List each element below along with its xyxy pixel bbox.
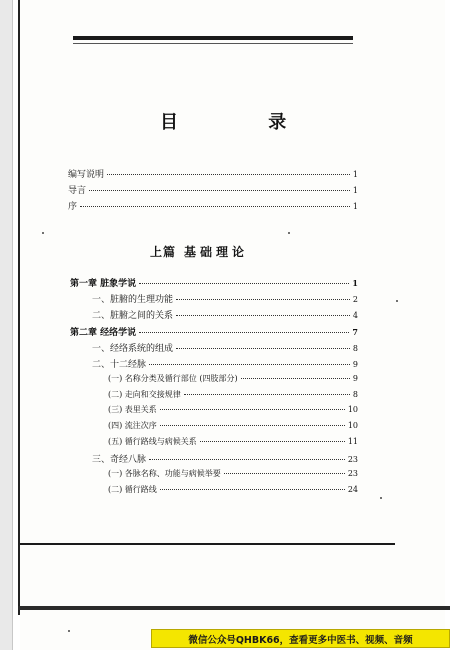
toc-page-number: 1 — [352, 202, 358, 211]
viewer-side-panel — [0, 0, 13, 650]
toc-entry-chapter-1[interactable] — [70, 276, 358, 288]
toc-entry-label: 第二章 经络学说 — [70, 328, 137, 338]
toc-entry-subsection[interactable] — [108, 389, 358, 401]
toc-page-number: 24 — [347, 485, 358, 494]
toc-title: 目 录 — [160, 112, 329, 133]
toc-page-number: 10 — [347, 421, 358, 430]
header-rule-thick — [73, 36, 353, 40]
toc-page-number: 9 — [352, 374, 358, 383]
toc-page-number: 8 — [352, 344, 358, 353]
page-bottom-edge — [18, 606, 450, 610]
toc-entry-section[interactable] — [92, 452, 358, 464]
toc-entry-section[interactable] — [92, 292, 358, 304]
toc-entry-front-2[interactable] — [68, 183, 358, 195]
toc-leader — [200, 441, 345, 442]
toc-page-number: 23 — [347, 469, 358, 478]
footer-rule — [20, 543, 395, 545]
toc-entry-label: 一、经络系统的组成 — [92, 344, 174, 354]
toc-page-number: 9 — [352, 360, 358, 369]
toc-entry-label: (一) 名称分类及循行部位 (四肢部分) — [108, 374, 238, 383]
toc-leader — [149, 364, 350, 365]
toc-page-number: 11 — [347, 437, 358, 446]
toc-page-number: 2 — [352, 295, 358, 304]
toc-entry-label: 编写说明 — [68, 170, 105, 180]
toc-entry-label: 二、脏腑之间的关系 — [92, 311, 174, 321]
toc-entry-label: (二) 走向和交接规律 — [108, 390, 181, 399]
toc-entry-label: 第一章 脏象学说 — [70, 279, 137, 289]
toc-entry-label: 序 — [68, 202, 78, 212]
toc-entry-section[interactable] — [92, 357, 358, 369]
toc-leader — [224, 473, 345, 474]
toc-entry-label: 一、脏腑的生理功能 — [92, 295, 174, 305]
watermark-banner: 微信公众号QHBK66，查看更多中医书、视频、音频 — [151, 629, 450, 648]
toc-entry-label: (二) 循行路线 — [108, 485, 157, 494]
toc-leader — [160, 409, 345, 410]
toc-leader — [176, 299, 350, 300]
toc-entry-subsection[interactable] — [108, 468, 358, 480]
toc-entry-front-3[interactable] — [68, 199, 358, 211]
toc-page-number: 1 — [352, 170, 358, 179]
toc-entry-section[interactable] — [92, 308, 358, 320]
toc-entry-subsection[interactable] — [108, 436, 358, 448]
scan-speck — [68, 630, 70, 632]
toc-leader — [176, 315, 350, 316]
toc-entry-label: (三) 表里关系 — [108, 405, 157, 414]
toc-entry-front-1[interactable] — [68, 167, 358, 179]
toc-entry-label: 导言 — [68, 186, 87, 196]
toc-entry-label: (一) 各脉名称、功能与病候举要 — [108, 469, 221, 478]
toc-leader — [184, 394, 350, 395]
scan-speck — [288, 232, 290, 234]
toc-leader — [139, 332, 349, 333]
toc-leader — [176, 348, 350, 349]
scan-speck — [396, 300, 398, 302]
toc-entry-label: (五) 循行路线与病候关系 — [108, 437, 197, 446]
toc-leader — [160, 489, 345, 490]
scan-speck — [42, 232, 44, 234]
part-heading — [150, 243, 248, 260]
toc-page-number: 10 — [347, 405, 358, 414]
toc-leader — [139, 283, 349, 284]
part-subtitle: 基础理论 — [184, 245, 249, 259]
toc-entry-subsection[interactable] — [108, 404, 358, 416]
toc-entry-label: 三、奇经八脉 — [92, 455, 147, 465]
toc-leader — [80, 206, 350, 207]
toc-leader — [160, 425, 345, 426]
toc-entry-subsection[interactable] — [108, 484, 358, 496]
toc-page-number: 23 — [347, 455, 358, 464]
toc-page-number: 1 — [352, 186, 358, 195]
toc-entry-chapter-2[interactable] — [70, 325, 358, 337]
toc-entry-label: 二、十二经脉 — [92, 360, 147, 370]
page-left-edge — [18, 0, 20, 615]
toc-page-number: 4 — [352, 311, 358, 320]
toc-page-number: 1 — [352, 278, 358, 288]
toc-leader — [149, 459, 345, 460]
toc-entry-label: (四) 流注次序 — [108, 421, 157, 430]
part-title: 上篇 — [150, 245, 177, 259]
header-rule-thin — [73, 43, 353, 44]
toc-page-number: 7 — [352, 327, 358, 337]
toc-entry-subsection[interactable] — [108, 373, 358, 385]
toc-leader — [107, 174, 350, 175]
toc-leader — [89, 190, 350, 191]
scan-speck — [380, 497, 382, 499]
toc-entry-section[interactable] — [92, 341, 358, 353]
toc-leader — [241, 378, 350, 379]
toc-page-number: 8 — [352, 390, 358, 399]
toc-entry-subsection[interactable] — [108, 420, 358, 432]
